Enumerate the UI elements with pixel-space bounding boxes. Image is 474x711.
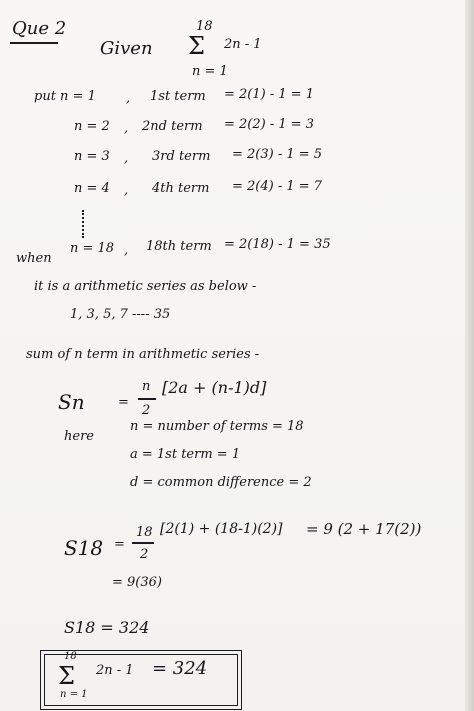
row-2-eq: = 2(2) - 1 = 3 (224, 117, 315, 132)
question-heading: Que 2 (12, 18, 67, 39)
continuation-dots (82, 210, 86, 238)
sum-statement: sum of n term in arithmetic series - (26, 347, 260, 362)
calc-denominator: 2 (140, 547, 149, 562)
calc-numerator: 18 (136, 525, 153, 540)
when-eq: = 2(18) - 1 = 35 (224, 237, 331, 252)
when-n: n = 18 (70, 241, 115, 256)
row-2-sep: , (124, 121, 129, 136)
given-label: Given (100, 38, 153, 59)
given-sigma: Σ (188, 32, 205, 60)
given-upper-limit: 18 (196, 19, 213, 34)
ap-statement: it is a arithmetic series as below - (34, 279, 257, 294)
here-line-d: d = common difference = 2 (130, 475, 312, 490)
row-4-sep: , (124, 183, 129, 198)
row-1-sep: , (126, 91, 131, 106)
when-lead: when (16, 251, 52, 266)
row-3-eq: = 2(3) - 1 = 5 (232, 147, 323, 162)
row-4-term: 4th term (152, 181, 210, 196)
row-1-term: 1st term (150, 89, 206, 104)
formula-fraction-bar (138, 398, 156, 400)
formula-eq: = (118, 395, 129, 410)
formula-denominator: 2 (142, 403, 151, 418)
formula-lhs: Sn (58, 390, 85, 414)
page-edge (465, 0, 474, 711)
calc-rhs: = 9 (2 + 17(2)) (306, 520, 422, 538)
here-line-a: a = 1st term = 1 (130, 447, 241, 462)
given-lower-limit: n = 1 (192, 64, 228, 79)
row-1-eq: = 2(1) - 1 = 1 (224, 87, 315, 102)
boxed-lower-limit: n = 1 (60, 689, 88, 700)
formula-bracket: [2a + (n-1)d] (162, 378, 267, 397)
row-3-lead: n = 3 (74, 149, 110, 164)
when-term: 18th term (146, 239, 212, 254)
row-2-lead: n = 2 (74, 119, 110, 134)
heading-underline (10, 42, 58, 44)
row-3-term: 3rd term (152, 149, 211, 164)
row-4-lead: n = 4 (74, 181, 110, 196)
calc-step-2: = 9(36) (112, 575, 162, 590)
when-sep: , (124, 243, 129, 258)
boxed-sigma: Σ (58, 662, 75, 690)
here-line-n: n = number of terms = 18 (130, 419, 304, 434)
boxed-upper-limit: 18 (64, 651, 77, 662)
calc-fraction-bar (132, 542, 154, 544)
row-4-eq: = 2(4) - 1 = 7 (232, 179, 323, 194)
calc-eq: = (114, 537, 125, 552)
row-3-sep: , (124, 151, 129, 166)
calc-bracket: [2(1) + (18-1)(2)] (160, 521, 283, 537)
formula-numerator: n (142, 379, 151, 394)
here-label: here (64, 429, 94, 444)
boxed-result: = 324 (152, 658, 208, 679)
row-2-term: 2nd term (142, 119, 203, 134)
boxed-term: 2n - 1 (96, 663, 134, 678)
ap-series: 1, 3, 5, 7 ---- 35 (70, 307, 171, 322)
calc-lhs: S18 (64, 536, 104, 560)
given-term: 2n - 1 (224, 37, 262, 52)
row-1-lead: put n = 1 (34, 89, 96, 104)
calc-final: S18 = 324 (64, 618, 150, 637)
